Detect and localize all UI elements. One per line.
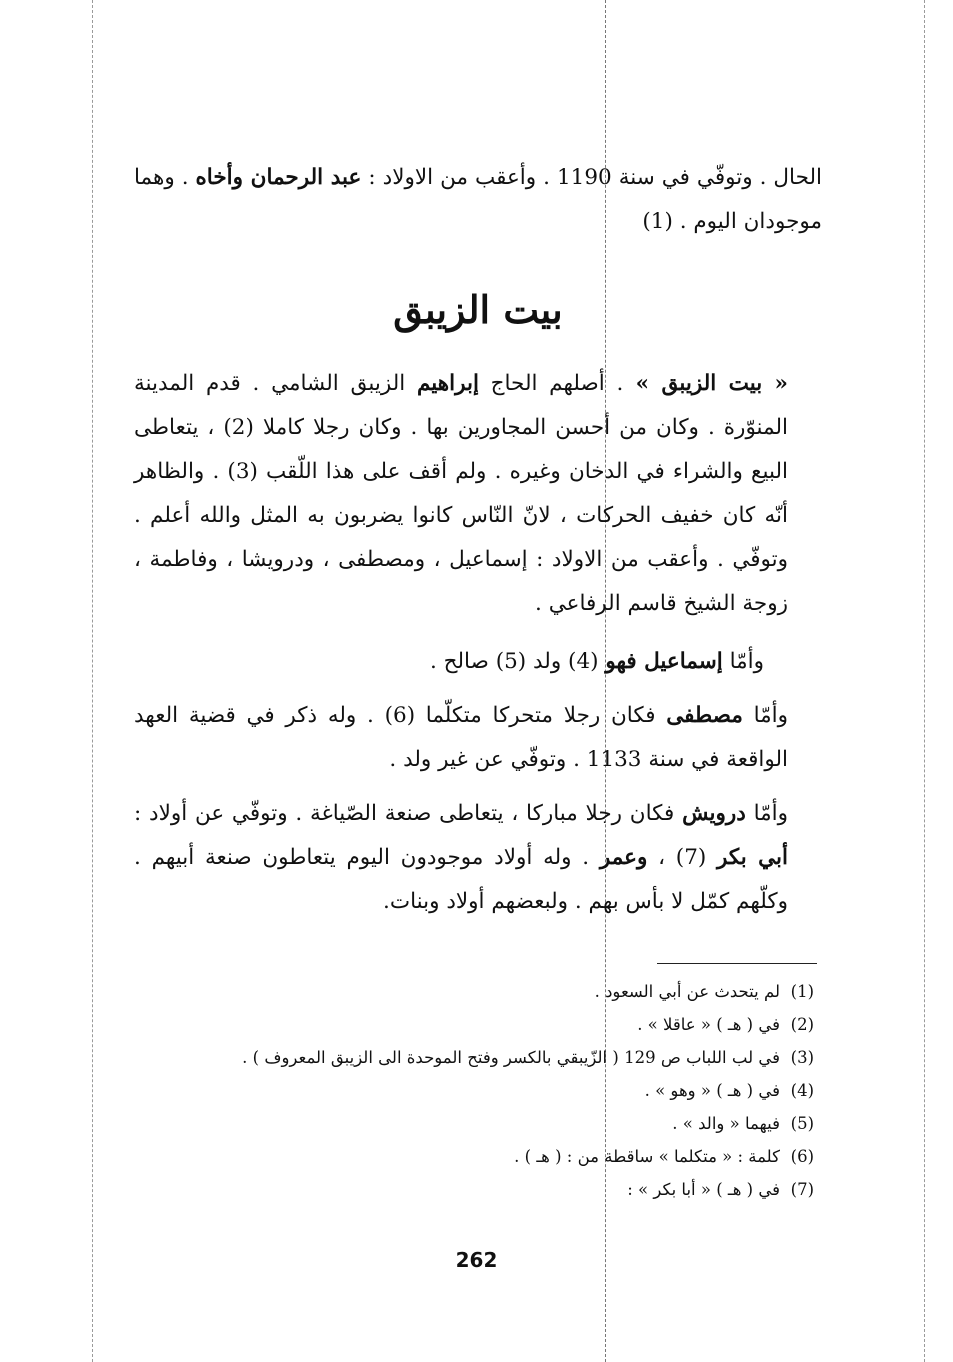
paragraph-darwish xyxy=(134,792,822,924)
footnote-number: (4) xyxy=(790,1081,814,1100)
name-emphasis: درويش xyxy=(682,801,746,826)
footnote-divider xyxy=(657,963,817,964)
footnote-text: في ( هـ ) « أبا بكر » : xyxy=(627,1180,780,1199)
text-run: . وله أولاد موجودون اليوم يتعاطون صنعة أبيهم . وكلّهم كمّل لا بأس بهم . ولبعضهم أولاد وبنات. xyxy=(134,845,788,914)
scan-fold-line xyxy=(924,0,925,1362)
footnote-item xyxy=(134,1041,814,1074)
footnote-text: كلمة : « متكلما » ساقطة من : ( هـ ) . xyxy=(514,1147,780,1166)
paragraph-intro xyxy=(134,156,822,244)
footnote-text: في ( هـ ) « عاقلا » . xyxy=(637,1015,780,1034)
name-emphasis: عبد الرحمان وأخاه xyxy=(195,165,362,190)
footnote-item xyxy=(134,1107,814,1140)
footnote-number: (6) xyxy=(790,1147,814,1166)
footnote-text: في ( هـ ) « وهو » . xyxy=(644,1081,780,1100)
text-run: وأمّا xyxy=(742,703,789,728)
text-run: (4) ولد (5) صالح . xyxy=(429,649,606,674)
text-run: . وهما موجودان اليوم . (1) xyxy=(134,165,822,234)
scan-fold-line xyxy=(92,0,93,1362)
paragraph-mustafa xyxy=(134,694,822,782)
footnote-item xyxy=(134,1008,814,1041)
name-emphasis: إسماعيل فهو xyxy=(605,649,723,674)
footnote-item xyxy=(134,1074,814,1107)
paragraph-house xyxy=(134,362,822,626)
name-emphasis: أبي بكر xyxy=(717,845,788,870)
footnote-number: (5) xyxy=(790,1114,814,1133)
name-emphasis: مصطفى xyxy=(666,703,743,728)
footnotes xyxy=(134,975,814,1206)
text-run: الزيبق الشامي . قدم المدينة المنوّرة . وكان من أحسن المجاورين بها . وكان رجلا كاملا (2) ، يتعاطى البيع والشراء في الدخان وغيره . ولم أقف على هذا اللّقب (3) . والظاهر أنّه كان خفيف الحركات ، لانّ النّاس كانوا يضربون به المثل والله أعلم . وتوفّي . وأعقب من الاولاد : إسماعيل ، ومصطفى ، ودرويشا ، وفاطمة ، زوجة الشيخ قاسم الرفاعي . xyxy=(134,371,788,616)
text-run: (7) ، xyxy=(647,845,717,870)
page-number: 262 xyxy=(455,1248,498,1272)
name-emphasis: وعمر xyxy=(599,845,648,870)
text-run: الحال . وتوفّي في سنة 1190 . وأعقب من الاولاد : xyxy=(361,165,822,190)
footnote-number: (2) xyxy=(790,1015,814,1034)
footnote-item xyxy=(134,975,814,1008)
text-run: . أصلهم الحاج xyxy=(478,371,624,396)
text-run: فكان رجلا مباركا ، يتعاطى صنعة الصّياغة . وتوفّي عن أولاد : xyxy=(134,801,683,826)
footnote-number: (3) xyxy=(790,1048,814,1067)
section-title: بيت الزيبق xyxy=(393,287,563,332)
house-name-emphasis: « بيت الزيبق » xyxy=(623,371,788,396)
name-emphasis: إبراهيم xyxy=(416,371,479,396)
text-run: وأمّا xyxy=(722,649,764,674)
text-run: فكان رجلا متحركا متكلّما (6) . وله ذكر في قضية العهد الواقعة في سنة 1133 . وتوفّي عن غير ولد . xyxy=(134,703,788,772)
footnote-item xyxy=(134,1173,814,1206)
footnote-text: لم يتحدث عن أبي السعود . xyxy=(594,982,780,1001)
text-run: وأمّا xyxy=(745,801,788,826)
footnote-number: (1) xyxy=(790,982,814,1001)
footnote-text: في لب اللباب ص 129 ( الزّيبقي بالكسر وفتح الموحدة الى الزيبق المعروف ) . xyxy=(242,1048,780,1067)
footnote-text: فيهما « والد » . xyxy=(672,1114,780,1133)
paragraph-ismail xyxy=(134,640,822,684)
page-body xyxy=(134,156,822,924)
footnote-number: (7) xyxy=(790,1180,814,1199)
footnote-item xyxy=(134,1140,814,1173)
